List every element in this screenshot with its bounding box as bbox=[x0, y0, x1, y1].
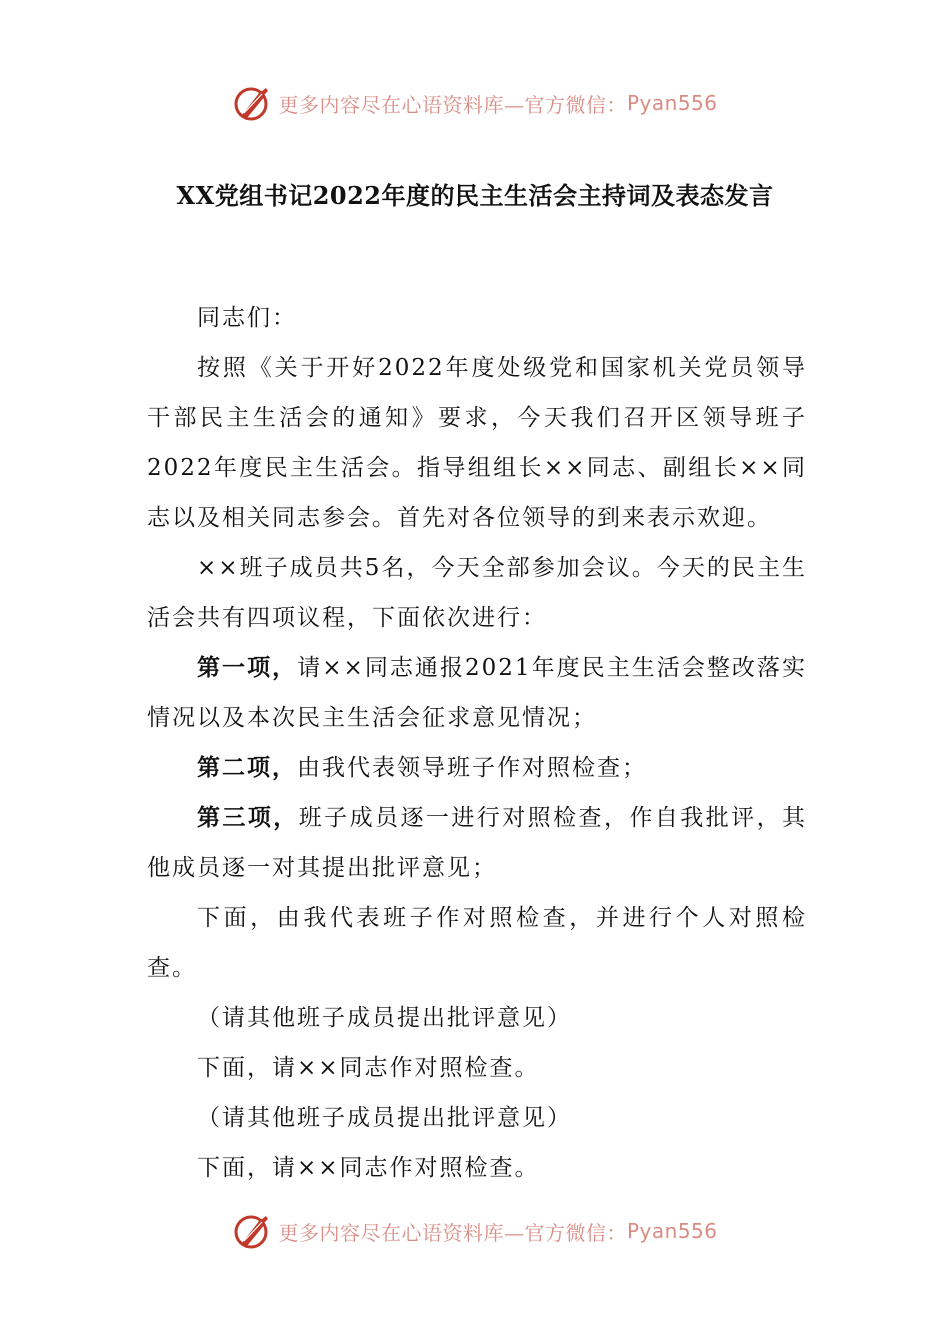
paragraph-text: 下面，请××同志作对照检查。 bbox=[197, 1055, 540, 1081]
watermark-wechat-id: Pyan556 bbox=[626, 91, 718, 115]
watermark-text: 更多内容尽在心语资料库—官方微信： bbox=[278, 1220, 627, 1245]
paragraph-text: 按照《关于开好2022年度处级党和国家机关党员领导干部民主生活会的通知》要求，今天我们召开区领导班子2022年度民主生活会。指导组组长××同志、副组长××同志以及相关同志参会。首先对各位领导的到来表示欢迎。 bbox=[147, 355, 807, 531]
document-title: XX党组书记2022年度的民主生活会主持词及表态发言 bbox=[176, 181, 774, 210]
paragraph-text: 同志们： bbox=[197, 305, 297, 331]
watermark-text: 更多内容尽在心语资料库—官方微信： bbox=[278, 92, 627, 117]
paragraph-lead: 第三项， bbox=[197, 804, 299, 831]
paragraph-text: （请其他班子成员提出批评意见） bbox=[197, 1105, 572, 1131]
paragraph-text: ××班子成员共5名，今天全部参加会议。今天的民主生活会共有四项议程，下面依次进行： bbox=[147, 555, 807, 631]
paragraph bbox=[147, 893, 807, 993]
pen-nib-logo-icon bbox=[232, 1211, 272, 1251]
paragraph-text: 下面，由我代表班子作对照检查，并进行个人对照检查。 bbox=[147, 905, 807, 981]
watermark-header bbox=[0, 78, 950, 128]
paragraph bbox=[147, 1043, 807, 1093]
watermark-footer bbox=[0, 1206, 950, 1256]
watermark-wechat-id: Pyan556 bbox=[626, 1219, 718, 1243]
paragraph bbox=[147, 293, 807, 343]
paragraph-text: （请其他班子成员提出批评意见） bbox=[197, 1005, 572, 1031]
paragraph-text: 请××同志通报2021年度民主生活会整改落实情况以及本次民主生活会征求意见情况； bbox=[147, 655, 808, 731]
paragraph-lead: 第一项， bbox=[197, 654, 298, 681]
paragraph-text: 班子成员逐一进行对照检查，作自我批评，其他成员逐一对其提出批评意见； bbox=[147, 805, 808, 881]
paragraph-text: 下面，请××同志作对照检查。 bbox=[197, 1155, 540, 1181]
paragraph bbox=[147, 643, 807, 743]
pen-nib-logo-icon bbox=[232, 83, 272, 123]
paragraph bbox=[147, 743, 807, 793]
paragraph bbox=[147, 993, 807, 1043]
paragraph-lead: 第二项， bbox=[197, 754, 297, 781]
paragraph bbox=[147, 1093, 807, 1143]
paragraph bbox=[147, 1143, 807, 1193]
paragraph bbox=[147, 543, 807, 643]
document-body bbox=[147, 293, 807, 1193]
paragraph-text: 由我代表领导班子作对照检查； bbox=[297, 755, 647, 781]
paragraph bbox=[147, 793, 807, 893]
paragraph bbox=[147, 343, 807, 543]
